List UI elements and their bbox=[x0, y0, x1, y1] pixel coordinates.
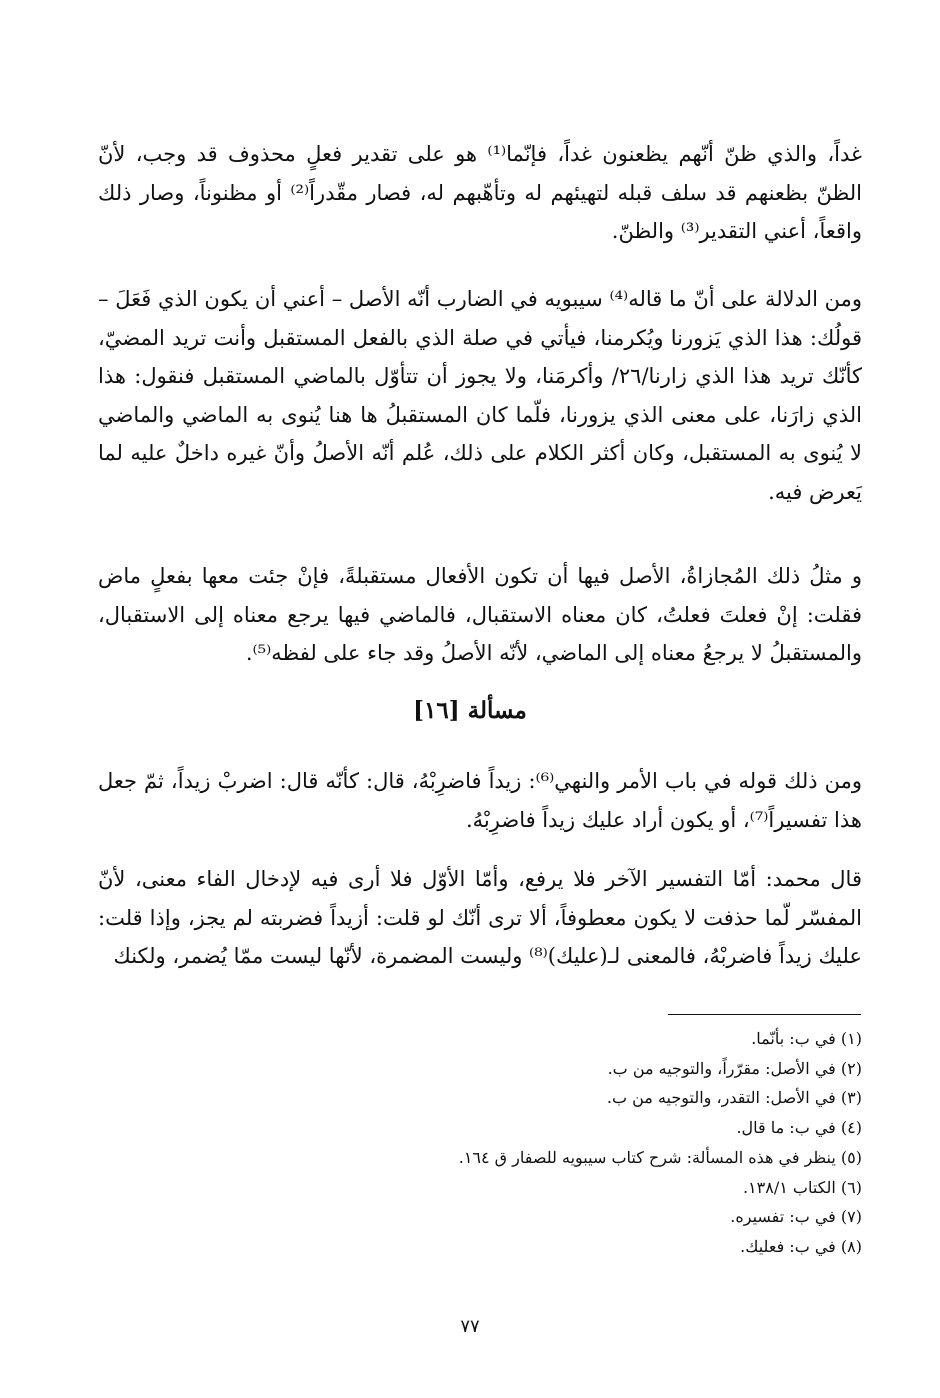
paragraph-2: ومن الدلالة على أنّ ما قاله⁽⁴⁾ سيبويه في الضارب أنّه الأصل – أعني أن يكون الذي فَعَلَ – قولُك: هذا الذي يَزورنا ويُكرمنا، فيأتي في صلة الذي بالفعل المستقبل وأنت تريد المضيّ، كأنّك تريد هذا الذي زارنا/٢٦/ وأكرمَنا، ولا يجوز أن تتأوّل بالماضي المستقبل فنقول: هذا الذي زارَنا، على معنى الذي يزورنا، فلّما كان المستقبلُ ها هنا يُنوى به الماضي والماضي لا يُنوى به المستقبل، وكان أكثر الكلام على ذلك، عُلم أنّه الأصلُ وأنّ غيره داخلٌ عليه لما يَعرض فيه. bbox=[98, 287, 863, 504]
main-text bbox=[98, 762, 862, 839]
footnote-divider bbox=[668, 1014, 861, 1015]
section-heading: مسألة [١٦] bbox=[413, 697, 527, 724]
paragraph-3: و مثلُ ذلك المُجازاةُ، الأصل فيها أن تكون الأفعال مستقبلةً، فإنْ جئت معها بفعلٍ ماض فقلت: إنْ فعلتَ فعلتُ، كان معناه الاستقبال، فالماضي فيها يرجع معناه إلى الاستقبال، والمستقبلُ لا يرجعُ معناه إلى الماضي، لأنّه الأصلُ وقد جاء على لفظه⁽⁵⁾. bbox=[98, 564, 862, 665]
paragraph-4: ومن ذلك قوله في باب الأمر والنهي⁽⁶⁾: زيداً فاضرِبْهُ، قال: كأنّه قال: اضربْ زيداً، ثمّ جعل هذا تفسيراً⁽⁷⁾، أو يكون أراد عليك زيداً فاضرِبْهُ. bbox=[98, 769, 862, 832]
footnote-5: (٥) ينظر في هذه المسألة: شرح كتاب سيبويه للصفار ق ١٦٤. bbox=[458, 1147, 862, 1167]
main-text bbox=[98, 280, 862, 511]
main-text bbox=[98, 135, 862, 251]
footnote-7: (٧) في ب: تفسيره. bbox=[730, 1207, 862, 1227]
main-text bbox=[98, 860, 862, 976]
main-text bbox=[98, 557, 862, 673]
paragraph-1: غداً، والذي ظنّ أنّهم يظعنون غداً، فإنّما⁽¹⁾ هو على تقدير فعلٍ محذوف قد وجب، لأنّ الظنّ بظعنهم قد سلف قبله لتهيئهم له وتأهّبهم له، فصار مقّدراً⁽²⁾ أو مظنوناً، وصار ذلك واقعاً، أعني التقدير⁽³⁾ والظنّ. bbox=[98, 142, 862, 243]
footnote-6: (٦) الكتاب ١٣٨/١. bbox=[742, 1177, 862, 1197]
footnote-2: (٢) في الأصل: مقرّراً، والتوجيه من ب. bbox=[607, 1058, 862, 1078]
footnotes bbox=[300, 1024, 862, 1262]
footnote-4: (٤) في ب: ما قال. bbox=[736, 1118, 862, 1138]
footnote-3: (٣) في الأصل: التقدر، والتوجيه من ب. bbox=[606, 1088, 862, 1108]
paragraph-5: قال محمد: أمّا التفسير الآخر فلا يرفع، وأمّا الأوّل فلا أرى فيه لإدخال الفاء معنى، لأنّ المفسّر لّما حذفت لا يكون معطوفاً، ألا ترى أنّك لو قلت: أزيداً فضربته لم يجز، وإذا قلت: عليك زيداً فاضربْهُ، فالمعنى لـ(عليك)⁽⁸⁾ وليست المضمرة، لأنّها ليست ممّا يُضمر، ولكنك bbox=[98, 867, 862, 968]
page-number: ٧٧ bbox=[460, 1316, 480, 1337]
footnote-1: (١) في ب: بأنّما. bbox=[751, 1029, 862, 1048]
footnote-8: (٨) في ب: فعليك. bbox=[740, 1236, 862, 1256]
